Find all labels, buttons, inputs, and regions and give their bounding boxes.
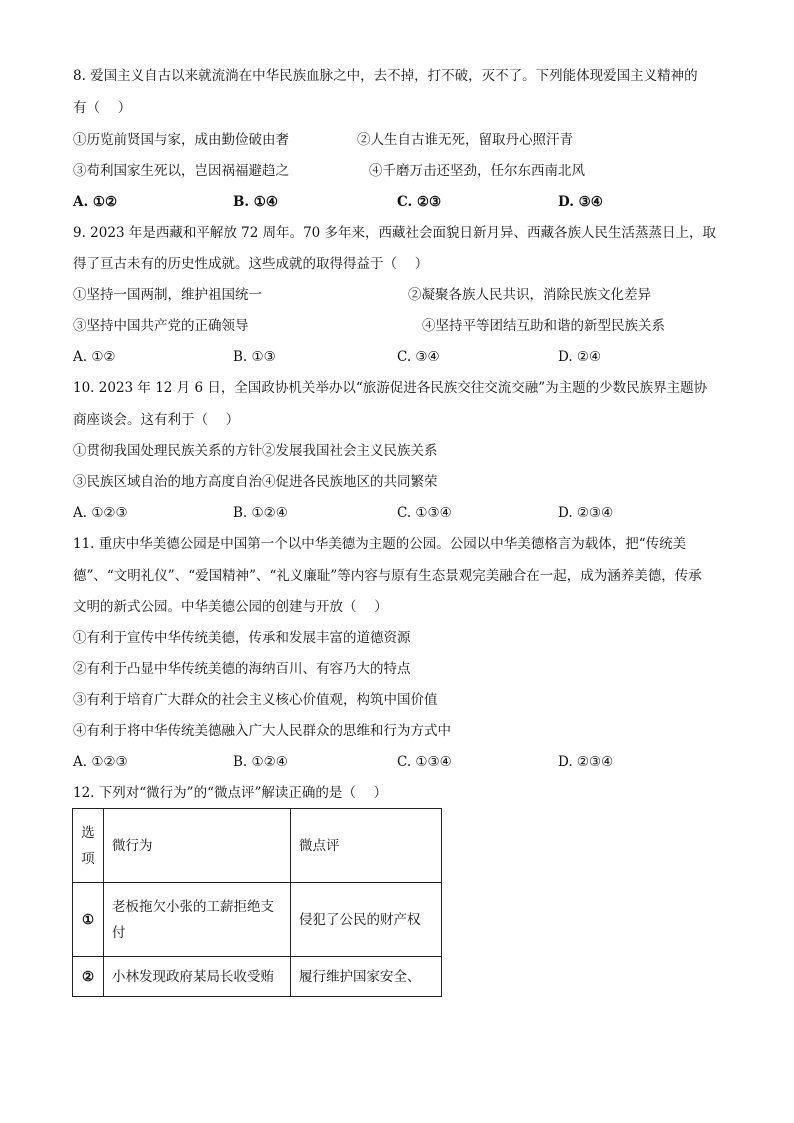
header-comment-cell: 微点评: [291, 809, 442, 883]
table-header-row: [73, 809, 442, 883]
q8-stem-line1: 8. 爱国主义自古以来就流淌在中华民族血脉之中，去不掉，打不破，灭不了。下列能体现爱国主义精神的: [73, 68, 698, 84]
q10-option-d[interactable]: D. ②③④: [558, 505, 614, 521]
q11-option-d[interactable]: D. ②③④: [558, 754, 614, 770]
q11-stem-line1: 11. 重庆中华美德公园是中国第一个以中华美德为主题的公园。公园以中华美德格言为载体，把“传统美: [73, 536, 687, 552]
header-behavior-cell: 微行为: [104, 809, 291, 883]
q10-stem-line1: 10. 2023 年 12 月 6 日，全国政协机关举办以“旅游促进各民族交往交流交融”为主题的少数民族界主题协: [73, 380, 708, 396]
q11-item4: ④有利于将中华传统美德融入广大人民群众的思维和行为方式中: [73, 723, 451, 739]
q8-stem-line2: 有（ ）: [73, 100, 132, 116]
q8-item1: ①历览前贤国与家，成由勤俭破由奢: [73, 132, 289, 148]
q10-items-line2: ③民族区域自治的地方高度自治④促进各民族地区的共同繁荣: [73, 474, 438, 490]
header-option-line2: 项: [81, 850, 95, 867]
q9-stem-line1: 9. 2023 年是西藏和平解放 72 周年。70 多年来，西藏社会面貌日新月异、西藏各族人民生活蒸蒸日上，取: [73, 225, 717, 241]
q10-option-a[interactable]: A. ①②③: [73, 505, 128, 521]
row-behavior-line1: 老板拖欠小张的工薪拒绝支: [112, 898, 274, 915]
q8-item4: ④千磨万击还坚劲，任尔东西南北风: [369, 163, 585, 179]
q8-item2: ②人生自古谁无死，留取丹心照汗青: [357, 132, 573, 148]
q11-option-b[interactable]: B. ①②④: [233, 754, 288, 770]
header-option-cell: [73, 809, 104, 883]
q8-option-c[interactable]: C. ②③: [397, 194, 442, 210]
q9-item3: ③坚持中国共产党的正确领导: [73, 318, 249, 334]
row-number: ②: [73, 957, 104, 997]
q9-option-d[interactable]: D. ②④: [558, 349, 602, 365]
q9-option-a[interactable]: A. ①②: [73, 349, 116, 365]
q10-option-c[interactable]: C. ①③④: [397, 505, 452, 521]
header-option-line1: 选: [81, 824, 95, 841]
q11-item3: ③有利于培育广大群众的社会主义核心价值观，构筑中国价值: [73, 692, 438, 708]
q10-stem-line2: 商座谈会。这有利于（ ）: [73, 412, 240, 428]
q12-stem: 12. 下列对“微行为”的“微点评”解读正确的是（ ）: [73, 785, 388, 801]
row-comment: 履行维护国家安全、: [291, 957, 442, 997]
table-row: [73, 883, 442, 957]
q9-option-b[interactable]: B. ①③: [233, 349, 276, 365]
table-row: [73, 957, 442, 997]
q12-table: [72, 808, 442, 997]
q9-item1: ①坚持一国两制，维护祖国统一: [73, 287, 262, 303]
q10-option-b[interactable]: B. ①②④: [233, 505, 288, 521]
q11-option-c[interactable]: C. ①③④: [397, 754, 452, 770]
q11-stem-line3: 文明的新式公园。中华美德公园的创建与开放（ ）: [73, 599, 388, 615]
row-behavior-line2: 付: [112, 924, 126, 941]
q8-item3: ③苟利国家生死以，岂因祸福避趋之: [73, 163, 289, 179]
q9-item2: ②凝聚各族人民共识，消除民族文化差异: [408, 287, 651, 303]
q11-item1: ①有利于宣传中华传统美德，传承和发展丰富的道德资源: [73, 630, 411, 646]
q9-item4: ④坚持平等团结互助和谐的新型民族关系: [422, 318, 665, 334]
row-comment: 侵犯了公民的财产权: [291, 883, 442, 957]
row-number: ①: [73, 883, 104, 957]
row-behavior: 小林发现政府某局长收受贿: [104, 957, 291, 997]
q8-option-d[interactable]: D. ③④: [558, 194, 603, 210]
q11-item2: ②有利于凸显中华传统美德的海纳百川、有容乃大的特点: [73, 661, 411, 677]
q11-option-a[interactable]: A. ①②③: [73, 754, 128, 770]
q11-stem-line2: 德”、“文明礼仪”、“爱国精神”、“礼义廉耻”等内容与原有生态景观完美融合在一起，成为涵养美德，传承: [73, 568, 702, 584]
q9-stem-line2: 得了亘古未有的历史性成就。这些成就的取得得益于（ ）: [73, 256, 429, 272]
q8-option-b[interactable]: B. ①④: [233, 194, 279, 210]
row-behavior: [104, 883, 291, 957]
q8-option-a[interactable]: A. ①②: [73, 194, 118, 210]
q9-option-c[interactable]: C. ③④: [397, 349, 440, 365]
q10-items-line1: ①贯彻我国处理民族关系的方针②发展我国社会主义民族关系: [73, 443, 438, 459]
